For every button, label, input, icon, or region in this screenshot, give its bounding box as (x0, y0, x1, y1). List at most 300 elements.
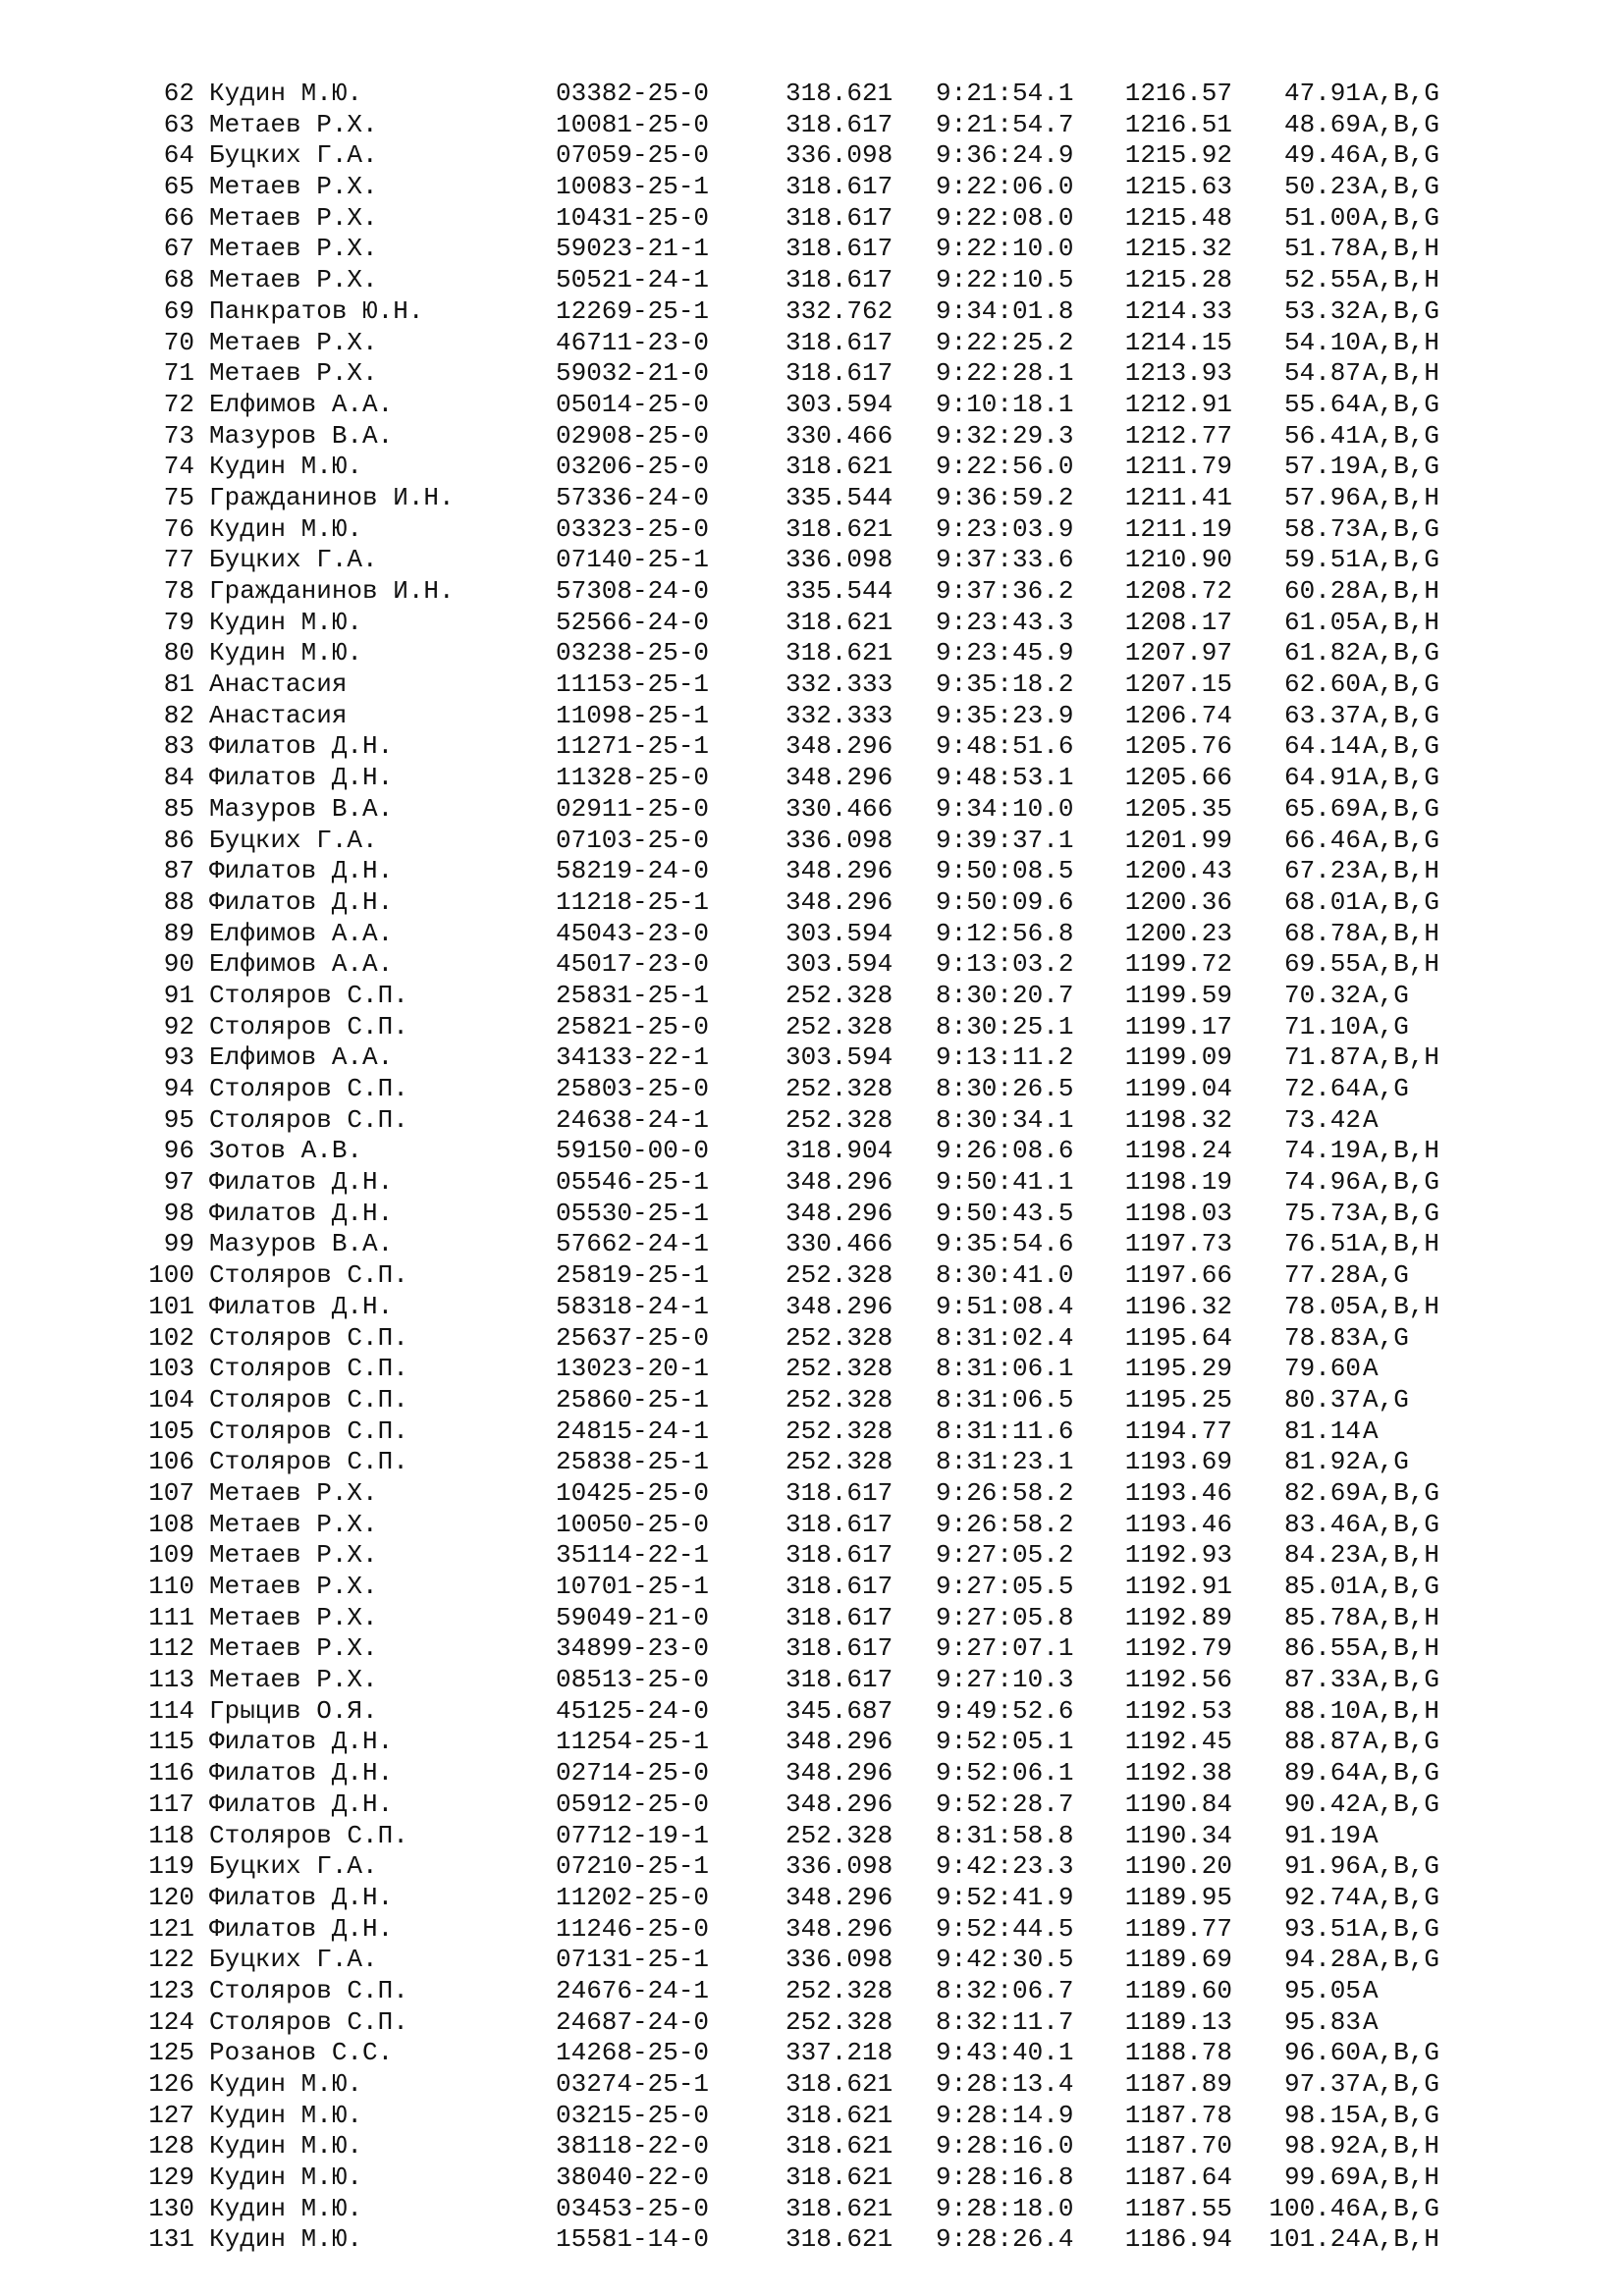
distance: 348.296 (785, 856, 893, 886)
arrival-time: 9:35:23.9 (936, 700, 1074, 730)
fancier-name: Кудин М.Ю. (209, 607, 363, 637)
category-flags: A,B,H (1363, 856, 1440, 886)
fancier-name: Столяров С.П. (209, 1820, 408, 1850)
ring-number: 02911-25-0 (556, 793, 710, 824)
coefficient: 74.96 (1283, 1167, 1361, 1198)
fancier-name: Столяров С.П. (209, 2006, 408, 2037)
coefficient: 98.15 (1283, 2100, 1361, 2130)
distance: 337.218 (785, 2038, 893, 2068)
speed: 1213.93 (1124, 358, 1232, 389)
category-flags: A,B,G (1363, 172, 1440, 202)
ring-number: 03323-25-0 (556, 513, 710, 544)
table-row (0, 1696, 1624, 1728)
distance: 318.617 (785, 1602, 893, 1632)
place-number: 91 (163, 980, 194, 1010)
table-row (0, 234, 1624, 265)
place-number: 74 (163, 452, 194, 482)
ring-number: 07140-25-1 (556, 545, 710, 575)
table-row (0, 919, 1624, 950)
distance: 252.328 (785, 1447, 893, 1477)
table-row (0, 79, 1624, 110)
ring-number: 10081-25-0 (556, 109, 710, 139)
category-flags: A,B,H (1363, 482, 1440, 512)
place-number: 106 (148, 1447, 194, 1477)
arrival-time: 9:28:26.4 (936, 2224, 1074, 2255)
distance: 348.296 (785, 731, 893, 762)
coefficient: 54.87 (1283, 358, 1361, 389)
ring-number: 07712-19-1 (556, 1820, 710, 1850)
arrival-time: 9:22:08.0 (936, 202, 1074, 233)
ring-number: 25860-25-1 (556, 1384, 710, 1415)
ring-number: 57336-24-0 (556, 482, 710, 512)
coefficient: 61.82 (1283, 638, 1361, 668)
arrival-time: 9:26:08.6 (936, 1136, 1074, 1166)
table-row (0, 1914, 1624, 1946)
place-number: 121 (148, 1913, 194, 1944)
arrival-time: 9:48:51.6 (936, 731, 1074, 762)
distance: 318.621 (785, 2163, 893, 2193)
ring-number: 52566-24-0 (556, 607, 710, 637)
arrival-time: 9:23:43.3 (936, 607, 1074, 637)
arrival-time: 8:31:23.1 (936, 1447, 1074, 1477)
speed: 1215.32 (1124, 234, 1232, 264)
ring-number: 25819-25-1 (556, 1260, 710, 1291)
fancier-name: Филатов Д.Н. (209, 1758, 394, 1789)
speed: 1192.56 (1124, 1665, 1232, 1695)
fancier-name: Анастасия (209, 700, 348, 730)
ring-number: 03453-25-0 (556, 2193, 710, 2223)
fancier-name: Панкратов Ю.Н. (209, 295, 424, 326)
speed: 1210.90 (1124, 545, 1232, 575)
category-flags: A,B,G (1363, 825, 1440, 855)
arrival-time: 8:32:11.7 (936, 2006, 1074, 2037)
distance: 303.594 (785, 1042, 893, 1073)
fancier-name: Кудин М.Ю. (209, 2100, 363, 2130)
fancier-name: Кудин М.Ю. (209, 2069, 363, 2099)
fancier-name: Буцких Г.А. (209, 545, 378, 575)
table-row (0, 1851, 1624, 1883)
speed: 1192.93 (1124, 1540, 1232, 1571)
coefficient: 51.00 (1283, 202, 1361, 233)
ring-number: 05912-25-0 (556, 1789, 710, 1819)
coefficient: 86.55 (1283, 1633, 1361, 1664)
ring-number: 13023-20-1 (556, 1354, 710, 1384)
ring-number: 03238-25-0 (556, 638, 710, 668)
coefficient: 47.91 (1283, 79, 1361, 108)
speed: 1189.95 (1124, 1882, 1232, 1912)
fancier-name: Столяров С.П. (209, 1354, 408, 1384)
category-flags: A,B,H (1363, 918, 1440, 948)
speed: 1189.77 (1124, 1913, 1232, 1944)
category-flags: A,B,H (1363, 265, 1440, 295)
arrival-time: 9:50:41.1 (936, 1167, 1074, 1198)
ring-number: 05546-25-1 (556, 1167, 710, 1198)
fancier-name: Столяров С.П. (209, 1447, 408, 1477)
ring-number: 11218-25-1 (556, 886, 710, 917)
arrival-time: 9:52:41.9 (936, 1882, 1074, 1912)
category-flags: A,B,H (1363, 1291, 1440, 1321)
table-row (0, 1354, 1624, 1385)
distance: 303.594 (785, 389, 893, 419)
coefficient: 71.87 (1283, 1042, 1361, 1073)
category-flags: A,B,H (1363, 358, 1440, 389)
place-number: 126 (148, 2069, 194, 2099)
ring-number: 24638-24-1 (556, 1104, 710, 1135)
place-number: 124 (148, 2006, 194, 2037)
fancier-name: Гражданинов И.Н. (209, 576, 455, 606)
arrival-time: 8:32:06.7 (936, 1975, 1074, 2005)
speed: 1198.32 (1124, 1104, 1232, 1135)
coefficient: 98.92 (1283, 2131, 1361, 2162)
distance: 318.904 (785, 1136, 893, 1166)
ring-number: 11271-25-1 (556, 731, 710, 762)
table-row (0, 1540, 1624, 1572)
distance: 336.098 (785, 1945, 893, 1975)
table-row (0, 2069, 1624, 2101)
distance: 330.466 (785, 420, 893, 451)
fancier-name: Кудин М.Ю. (209, 2163, 363, 2193)
coefficient: 87.33 (1283, 1665, 1361, 1695)
table-row (0, 203, 1624, 235)
category-flags: A,B,G (1363, 2069, 1440, 2099)
coefficient: 73.42 (1283, 1104, 1361, 1135)
fancier-name: Грыцив О.Я. (209, 1695, 378, 1726)
table-row (0, 1727, 1624, 1758)
coefficient: 62.60 (1283, 669, 1361, 700)
arrival-time: 9:34:01.8 (936, 295, 1074, 326)
speed: 1199.17 (1124, 1011, 1232, 1041)
distance: 252.328 (785, 1011, 893, 1041)
category-flags: A,B,H (1363, 1042, 1440, 1073)
ring-number: 10050-25-0 (556, 1509, 710, 1539)
place-number: 77 (163, 545, 194, 575)
category-flags: A,B,G (1363, 1509, 1440, 1539)
arrival-time: 9:52:05.1 (936, 1727, 1074, 1757)
fancier-name: Филатов Д.Н. (209, 1882, 394, 1912)
table-row (0, 421, 1624, 453)
coefficient: 78.83 (1283, 1322, 1361, 1353)
category-flags: A,B,G (1363, 420, 1440, 451)
ring-number: 07059-25-0 (556, 140, 710, 171)
category-flags: A,B,G (1363, 1758, 1440, 1789)
place-number: 120 (148, 1882, 194, 1912)
speed: 1197.66 (1124, 1260, 1232, 1291)
distance: 318.617 (785, 1572, 893, 1601)
distance: 348.296 (785, 1198, 893, 1228)
table-row (0, 1976, 1624, 2007)
ring-number: 14268-25-0 (556, 2038, 710, 2068)
distance: 335.544 (785, 576, 893, 606)
arrival-time: 9:52:44.5 (936, 1913, 1074, 1944)
arrival-time: 9:23:03.9 (936, 513, 1074, 544)
ring-number: 10431-25-0 (556, 202, 710, 233)
coefficient: 57.96 (1283, 482, 1361, 512)
ring-number: 59049-21-0 (556, 1602, 710, 1632)
distance: 252.328 (785, 1975, 893, 2005)
place-number: 68 (163, 265, 194, 295)
distance: 252.328 (785, 1354, 893, 1384)
arrival-time: 9:13:03.2 (936, 949, 1074, 980)
ring-number: 25838-25-1 (556, 1447, 710, 1477)
category-flags: A,B,G (1363, 2100, 1440, 2130)
arrival-time: 9:50:09.6 (936, 886, 1074, 917)
table-row (0, 1323, 1624, 1355)
table-row (0, 1478, 1624, 1510)
arrival-time: 9:36:59.2 (936, 482, 1074, 512)
coefficient: 94.28 (1283, 1945, 1361, 1975)
table-row (0, 608, 1624, 639)
place-number: 112 (148, 1633, 194, 1664)
place-number: 101 (148, 1291, 194, 1321)
fancier-name: Столяров С.П. (209, 1975, 408, 2005)
distance: 348.296 (785, 1913, 893, 1944)
distance: 336.098 (785, 545, 893, 575)
coefficient: 77.28 (1283, 1260, 1361, 1291)
ring-number: 25821-25-0 (556, 1011, 710, 1041)
fancier-name: Кудин М.Ю. (209, 2224, 363, 2255)
fancier-name: Столяров С.П. (209, 980, 408, 1010)
coefficient: 97.37 (1283, 2069, 1361, 2099)
coefficient: 88.87 (1283, 1727, 1361, 1757)
fancier-name: Буцких Г.А. (209, 140, 378, 171)
table-row (0, 794, 1624, 826)
speed: 1194.77 (1124, 1415, 1232, 1446)
ring-number: 38040-22-0 (556, 2163, 710, 2193)
coefficient: 85.01 (1283, 1572, 1361, 1601)
speed: 1192.91 (1124, 1572, 1232, 1601)
place-number: 89 (163, 918, 194, 948)
speed: 1198.24 (1124, 1136, 1232, 1166)
table-row (0, 981, 1624, 1012)
coefficient: 72.64 (1283, 1074, 1361, 1103)
ring-number: 59032-21-0 (556, 358, 710, 389)
speed: 1216.57 (1124, 79, 1232, 108)
arrival-time: 9:27:07.1 (936, 1633, 1074, 1664)
table-row (0, 1229, 1624, 1260)
place-number: 130 (148, 2193, 194, 2223)
place-number: 129 (148, 2163, 194, 2193)
speed: 1200.43 (1124, 856, 1232, 886)
fancier-name: Филатов Д.Н. (209, 1789, 394, 1819)
fancier-name: Филатов Д.Н. (209, 1291, 394, 1321)
arrival-time: 9:52:28.7 (936, 1789, 1074, 1819)
distance: 336.098 (785, 140, 893, 171)
place-number: 72 (163, 389, 194, 419)
category-flags: A,B,G (1363, 2038, 1440, 2068)
category-flags: A,G (1363, 1447, 1409, 1477)
fancier-name: Метаев Р.Х. (209, 1665, 378, 1695)
ring-number: 03274-25-1 (556, 2069, 710, 2099)
place-number: 100 (148, 1260, 194, 1291)
speed: 1193.46 (1124, 1477, 1232, 1508)
distance: 348.296 (785, 763, 893, 793)
fancier-name: Филатов Д.Н. (209, 856, 394, 886)
place-number: 73 (163, 420, 194, 451)
coefficient: 58.73 (1283, 513, 1361, 544)
category-flags: A,G (1363, 1384, 1409, 1415)
speed: 1208.72 (1124, 576, 1232, 606)
place-number: 86 (163, 825, 194, 855)
speed: 1189.69 (1124, 1945, 1232, 1975)
arrival-time: 9:49:52.6 (936, 1695, 1074, 1726)
place-number: 109 (148, 1540, 194, 1571)
category-flags: A,B,G (1363, 1477, 1440, 1508)
fancier-name: Кудин М.Ю. (209, 513, 363, 544)
table-row (0, 1603, 1624, 1634)
ring-number: 10083-25-1 (556, 172, 710, 202)
table-row (0, 2163, 1624, 2194)
table-row (0, 949, 1624, 981)
arrival-time: 9:22:10.0 (936, 234, 1074, 264)
ring-number: 46711-23-0 (556, 327, 710, 357)
speed: 1195.64 (1124, 1322, 1232, 1353)
fancier-name: Метаев Р.Х. (209, 1540, 378, 1571)
category-flags: A (1363, 1975, 1379, 2005)
place-number: 87 (163, 856, 194, 886)
speed: 1187.78 (1124, 2100, 1232, 2130)
place-number: 116 (148, 1758, 194, 1789)
category-flags: A (1363, 1415, 1379, 1446)
speed: 1216.51 (1124, 109, 1232, 139)
category-flags: A,B,H (1363, 2224, 1440, 2255)
fancier-name: Метаев Р.Х. (209, 358, 378, 389)
place-number: 62 (163, 79, 194, 108)
coefficient: 59.51 (1283, 545, 1361, 575)
category-flags: A,B,H (1363, 1695, 1440, 1726)
ring-number: 24815-24-1 (556, 1415, 710, 1446)
table-row (0, 1199, 1624, 1230)
category-flags: A,B,G (1363, 202, 1440, 233)
arrival-time: 9:22:06.0 (936, 172, 1074, 202)
speed: 1211.41 (1124, 482, 1232, 512)
distance: 336.098 (785, 825, 893, 855)
category-flags: A,B,G (1363, 763, 1440, 793)
ring-number: 12269-25-1 (556, 295, 710, 326)
ring-number: 07131-25-1 (556, 1945, 710, 1975)
fancier-name: Метаев Р.Х. (209, 265, 378, 295)
category-flags: A,B,H (1363, 2131, 1440, 2162)
speed: 1215.63 (1124, 172, 1232, 202)
category-flags: A (1363, 1820, 1379, 1850)
fancier-name: Буцких Г.А. (209, 1851, 378, 1882)
distance: 318.621 (785, 2131, 893, 2162)
speed: 1192.45 (1124, 1727, 1232, 1757)
speed: 1193.69 (1124, 1447, 1232, 1477)
category-flags: A,B,H (1363, 1540, 1440, 1571)
arrival-time: 9:50:08.5 (936, 856, 1074, 886)
coefficient: 54.10 (1283, 327, 1361, 357)
table-row (0, 2007, 1624, 2039)
fancier-name: Буцких Г.А. (209, 1945, 378, 1975)
place-number: 80 (163, 638, 194, 668)
speed: 1188.78 (1124, 2038, 1232, 2068)
arrival-time: 9:28:14.9 (936, 2100, 1074, 2130)
fancier-name: Мазуров В.А. (209, 1229, 394, 1259)
ring-number: 02908-25-0 (556, 420, 710, 451)
category-flags: A,G (1363, 1260, 1409, 1291)
table-row (0, 545, 1624, 576)
ring-number: 11202-25-0 (556, 1882, 710, 1912)
fancier-name: Зотов А.В. (209, 1136, 363, 1166)
ring-number: 24676-24-1 (556, 1975, 710, 2005)
table-row (0, 1012, 1624, 1043)
coefficient: 52.55 (1283, 265, 1361, 295)
speed: 1215.92 (1124, 140, 1232, 171)
table-row (0, 1105, 1624, 1137)
speed: 1207.97 (1124, 638, 1232, 668)
coefficient: 85.78 (1283, 1602, 1361, 1632)
distance: 318.617 (785, 234, 893, 264)
place-number: 125 (148, 2038, 194, 2068)
place-number: 75 (163, 482, 194, 512)
fancier-name: Метаев Р.Х. (209, 172, 378, 202)
category-flags: A,B,G (1363, 669, 1440, 700)
category-flags: A,B,G (1363, 638, 1440, 668)
coefficient: 93.51 (1283, 1913, 1361, 1944)
fancier-name: Столяров С.П. (209, 1104, 408, 1135)
place-number: 111 (148, 1602, 194, 1632)
speed: 1187.70 (1124, 2131, 1232, 2162)
distance: 318.617 (785, 1540, 893, 1571)
speed: 1192.89 (1124, 1602, 1232, 1632)
speed: 1205.35 (1124, 793, 1232, 824)
distance: 348.296 (785, 1291, 893, 1321)
table-row (0, 452, 1624, 483)
category-flags: A (1363, 2006, 1379, 2037)
place-number: 104 (148, 1384, 194, 1415)
coefficient: 60.28 (1283, 576, 1361, 606)
fancier-name: Метаев Р.Х. (209, 327, 378, 357)
speed: 1199.59 (1124, 980, 1232, 1010)
category-flags: A,B,G (1363, 452, 1440, 482)
coefficient: 81.14 (1283, 1415, 1361, 1446)
table-row (0, 1292, 1624, 1323)
arrival-time: 9:12:56.8 (936, 918, 1074, 948)
category-flags: A,B,G (1363, 545, 1440, 575)
fancier-name: Филатов Д.Н. (209, 886, 394, 917)
fancier-name: Столяров С.П. (209, 1074, 408, 1103)
fancier-name: Столяров С.П. (209, 1011, 408, 1041)
distance: 318.621 (785, 79, 893, 108)
distance: 345.687 (785, 1695, 893, 1726)
ring-number: 11153-25-1 (556, 669, 710, 700)
fancier-name: Метаев Р.Х. (209, 1477, 378, 1508)
speed: 1187.89 (1124, 2069, 1232, 2099)
coefficient: 74.19 (1283, 1136, 1361, 1166)
place-number: 97 (163, 1167, 194, 1198)
ring-number: 08513-25-0 (556, 1665, 710, 1695)
arrival-time: 9:22:10.5 (936, 265, 1074, 295)
arrival-time: 9:50:43.5 (936, 1198, 1074, 1228)
table-row (0, 669, 1624, 701)
place-number: 90 (163, 949, 194, 980)
place-number: 64 (163, 140, 194, 171)
table-row (0, 638, 1624, 669)
arrival-time: 9:27:10.3 (936, 1665, 1074, 1695)
coefficient: 66.46 (1283, 825, 1361, 855)
table-row (0, 1665, 1624, 1696)
ring-number: 50521-24-1 (556, 265, 710, 295)
ring-number: 34133-22-1 (556, 1042, 710, 1073)
table-row (0, 1883, 1624, 1914)
arrival-time: 8:30:25.1 (936, 1011, 1074, 1041)
category-flags: A,B,G (1363, 1882, 1440, 1912)
category-flags: A,B,H (1363, 1602, 1440, 1632)
fancier-name: Кудин М.Ю. (209, 452, 363, 482)
place-number: 128 (148, 2131, 194, 2162)
ring-number: 11328-25-0 (556, 763, 710, 793)
distance: 332.333 (785, 700, 893, 730)
